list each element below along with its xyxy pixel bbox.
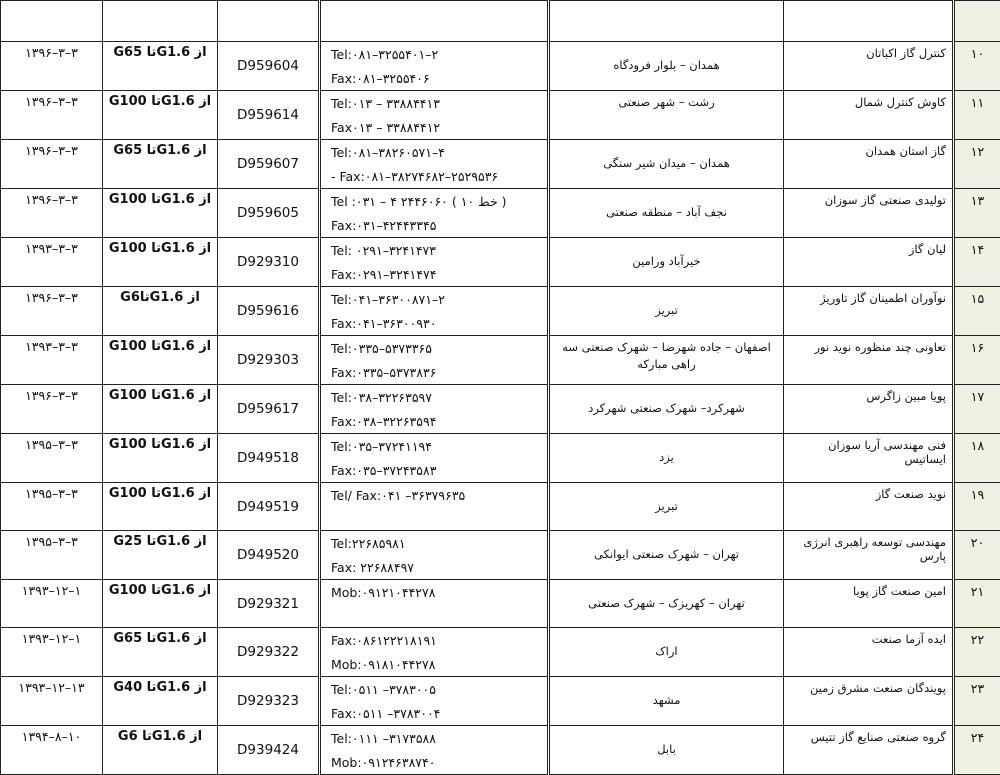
company-address: همدان – میدان شیر سنگی bbox=[550, 140, 783, 172]
phone-line-1: Tel:۰۱۳ – ۳۳۸۸۴۴۱۳ bbox=[321, 91, 547, 115]
phone-line-1: Tel:۰۸۱–۳۲۵۵۴۰۱–۲ bbox=[321, 42, 547, 66]
code-cell bbox=[218, 189, 320, 238]
company-address: نجف آباد – منطقه صنعتی bbox=[550, 189, 783, 221]
table-row bbox=[1, 189, 1000, 238]
code-cell bbox=[218, 434, 320, 483]
certificate-code: D929322 bbox=[218, 628, 318, 660]
company-address: خیرآباد ورامین bbox=[550, 238, 783, 270]
company-cell bbox=[784, 336, 954, 385]
company-address: اصفهان – جاده شهرضا – شهرک صنعتی سه راهی مبارکه bbox=[550, 336, 783, 373]
date-cell bbox=[1, 628, 103, 677]
address-cell bbox=[549, 531, 784, 580]
number-cell bbox=[954, 140, 1000, 189]
range-cell bbox=[103, 628, 218, 677]
approval-date: ۱۳۹۳–۳–۳ bbox=[1, 336, 102, 354]
phone-line-2: Mob:۰۹۱۸۱۰۴۴۲۷۸ bbox=[321, 652, 547, 676]
certificate-code: D959617 bbox=[218, 385, 318, 417]
address-cell bbox=[549, 238, 784, 287]
certificate-code: D949520 bbox=[218, 531, 318, 563]
company-cell bbox=[784, 287, 954, 336]
range-cell bbox=[103, 483, 218, 531]
date-cell bbox=[1, 580, 103, 628]
phone-line-1: Tel/ Fax:۰۴۱ –۳۶۳۷۹۶۳۵ bbox=[321, 483, 547, 507]
date-cell bbox=[1, 726, 103, 775]
company-cell bbox=[784, 140, 954, 189]
number-cell bbox=[954, 531, 1000, 580]
table-row bbox=[1, 42, 1000, 91]
contact-cell bbox=[320, 580, 549, 628]
number-cell bbox=[954, 677, 1000, 726]
phone-line-2: - Fax:۰۸۱–۳۸۲۷۴۶۸۲–۲۵۲۹۵۳۶ bbox=[321, 164, 547, 188]
range-cell bbox=[103, 336, 218, 385]
company-name: فنی مهندسی آریا سوزان ایساتیس bbox=[784, 434, 952, 466]
row-number: ۲۳ bbox=[955, 677, 1000, 696]
contact-cell bbox=[320, 677, 549, 726]
row-number: ۱۳ bbox=[955, 189, 1000, 208]
contact-cell bbox=[320, 434, 549, 483]
row-number: ۱۲ bbox=[955, 140, 1000, 159]
date-cell bbox=[1, 677, 103, 726]
table-row bbox=[1, 287, 1000, 336]
phone-line-1: Tel:۰۸۱–۳۸۲۶۰۵۷۱–۴ bbox=[321, 140, 547, 164]
meter-range: از G1.6تا G100 bbox=[103, 580, 217, 598]
date-cell bbox=[1, 434, 103, 483]
meter-range: از G1.6تاG6 bbox=[103, 287, 217, 305]
row-number: ۱۱ bbox=[955, 91, 1000, 110]
date-cell bbox=[1, 140, 103, 189]
contact-cell bbox=[320, 287, 549, 336]
meter-range: از G1.6تا G100 bbox=[103, 91, 217, 109]
certificate-code: D929303 bbox=[218, 336, 318, 368]
phone-line-2 bbox=[321, 604, 547, 606]
address-cell bbox=[549, 385, 784, 434]
phone-line-2: Fax:۰۵۱۱ –۳۷۸۳۰۰۴ bbox=[321, 701, 547, 725]
row-number: ۲۲ bbox=[955, 628, 1000, 647]
address-cell bbox=[549, 726, 784, 775]
phone-line-1: Tel:۰۱۱۱ –۳۱۷۳۵۸۸ bbox=[321, 726, 547, 750]
table-row bbox=[1, 336, 1000, 385]
company-address: تهران – کهریزک – شهرک صنعتی bbox=[550, 580, 783, 612]
contact-cell bbox=[320, 726, 549, 775]
table-row bbox=[1, 677, 1000, 726]
phone-line-1: Tel:۰۳۵–۳۷۲۴۱۱۹۴ bbox=[321, 434, 547, 458]
code-cell bbox=[218, 726, 320, 775]
phone-line-2: Fax۰۱۳ – ۳۳۸۸۴۴۱۲ bbox=[321, 115, 547, 139]
range-cell bbox=[103, 238, 218, 287]
meter-range: از G1.6تا G65 bbox=[103, 628, 217, 646]
range-cell bbox=[103, 189, 218, 238]
range-cell bbox=[103, 580, 218, 628]
meter-range: از G1.6تا G40 bbox=[103, 677, 217, 695]
phone-line-2: Fax:۰۴۱–۳۶۳۰۰۹۳۰ bbox=[321, 311, 547, 335]
number-cell bbox=[954, 628, 1000, 677]
approval-date: ۱۳۹۶–۳–۳ bbox=[1, 91, 102, 109]
range-cell bbox=[103, 726, 218, 775]
company-address: تبریز bbox=[550, 483, 783, 515]
code-cell bbox=[218, 385, 320, 434]
company-address: شهرکرد– شهرک صنعتی شهرکرد bbox=[550, 385, 783, 417]
company-cell bbox=[784, 91, 954, 140]
code-cell bbox=[218, 287, 320, 336]
company-name: امین صنعت گاز پویا bbox=[784, 580, 952, 598]
certificate-code: D959605 bbox=[218, 189, 318, 221]
phone-line-2: Fax:۰۸۱–۳۲۵۵۴۰۶ bbox=[321, 66, 547, 90]
company-cell bbox=[784, 189, 954, 238]
phone-line-2: Fax: ۲۲۶۸۸۴۹۷ bbox=[321, 555, 547, 579]
approval-date: ۱۳۹۶–۳–۳ bbox=[1, 42, 102, 60]
code-cell bbox=[218, 483, 320, 531]
date-cell bbox=[1, 531, 103, 580]
code-cell bbox=[218, 580, 320, 628]
date-cell bbox=[1, 287, 103, 336]
certificate-code: D959616 bbox=[218, 287, 318, 319]
certificate-code: D959614 bbox=[218, 91, 318, 123]
company-address: تبریز bbox=[550, 287, 783, 319]
company-name: پویندگان صنعت مشرق زمین bbox=[784, 677, 952, 695]
row-number: ۲۰ bbox=[955, 531, 1000, 550]
phone-line-1: Tel:۰۴۱–۳۶۳۰۰۸۷۱–۲ bbox=[321, 287, 547, 311]
address-cell bbox=[549, 42, 784, 91]
number-cell bbox=[954, 726, 1000, 775]
address-cell bbox=[549, 628, 784, 677]
row-number: ۲۴ bbox=[955, 726, 1000, 745]
meter-range: از G1.6تا G65 bbox=[103, 140, 217, 158]
company-name: تولیدی صنعتی گاز سوزان bbox=[784, 189, 952, 207]
row-number: ۱۰ bbox=[955, 42, 1000, 61]
meter-range: از G1.6تا G65 bbox=[103, 42, 217, 60]
code-cell bbox=[218, 140, 320, 189]
phone-line-1: Tel :۰۳۱ – ۴ ۲۴۴۶۰۶۰ ( ۱۰ خط ) bbox=[321, 189, 547, 213]
company-address: همدان – بلوار فرودگاه bbox=[550, 42, 783, 74]
date-cell bbox=[1, 189, 103, 238]
company-name: ایده آزما صنعت bbox=[784, 628, 952, 646]
header-cell-address bbox=[549, 1, 784, 42]
address-cell bbox=[549, 189, 784, 238]
header-cell-range bbox=[103, 1, 218, 42]
company-name: لیان گاز bbox=[784, 238, 952, 256]
row-number: ۱۹ bbox=[955, 483, 1000, 502]
range-cell bbox=[103, 434, 218, 483]
company-cell bbox=[784, 42, 954, 91]
range-cell bbox=[103, 531, 218, 580]
approval-date: ۱۳۹۳–۱۲–۱ bbox=[1, 628, 102, 646]
row-number: ۱۷ bbox=[955, 385, 1000, 404]
company-cell bbox=[784, 385, 954, 434]
company-name: گروه صنعتی صنایع گاز تتیس bbox=[784, 726, 952, 744]
address-cell bbox=[549, 287, 784, 336]
certificate-code: D949518 bbox=[218, 434, 318, 466]
company-name: نوید صنعت گاز bbox=[784, 483, 952, 501]
range-cell bbox=[103, 42, 218, 91]
code-cell bbox=[218, 628, 320, 677]
approval-date: ۱۳۹۶–۳–۳ bbox=[1, 385, 102, 403]
contact-cell bbox=[320, 91, 549, 140]
contact-cell bbox=[320, 189, 549, 238]
number-cell bbox=[954, 336, 1000, 385]
approval-date: ۱۳۹۳–۳–۳ bbox=[1, 238, 102, 256]
address-cell bbox=[549, 91, 784, 140]
company-cell bbox=[784, 726, 954, 775]
contact-cell bbox=[320, 483, 549, 531]
range-cell bbox=[103, 287, 218, 336]
certificate-code: D949519 bbox=[218, 483, 318, 515]
number-cell bbox=[954, 385, 1000, 434]
number-cell bbox=[954, 580, 1000, 628]
meter-range: از G1.6تا G100 bbox=[103, 189, 217, 207]
header-cell-date bbox=[1, 1, 103, 42]
meter-range: از G1.6تا G100 bbox=[103, 336, 217, 354]
company-cell bbox=[784, 483, 954, 531]
meter-range: از G1.6تا G25 bbox=[103, 531, 217, 549]
company-name: پویا مبین زاگرس bbox=[784, 385, 952, 403]
phone-line-2 bbox=[321, 507, 547, 509]
code-cell bbox=[218, 238, 320, 287]
contact-cell bbox=[320, 628, 549, 677]
certificate-code: D929323 bbox=[218, 677, 318, 709]
approval-date: ۱۳۹۶–۳–۳ bbox=[1, 287, 102, 305]
company-address: یزد bbox=[550, 434, 783, 466]
meter-range: از G1.6تا G100 bbox=[103, 434, 217, 452]
header-cell-contact bbox=[320, 1, 549, 42]
code-cell bbox=[218, 91, 320, 140]
company-address: مشهد bbox=[550, 677, 783, 709]
row-number: ۲۱ bbox=[955, 580, 1000, 599]
approval-date: ۱۳۹۳–۱۲–۱ bbox=[1, 580, 102, 598]
date-cell bbox=[1, 91, 103, 140]
header-row bbox=[1, 1, 1000, 42]
date-cell bbox=[1, 385, 103, 434]
number-cell bbox=[954, 238, 1000, 287]
date-cell bbox=[1, 238, 103, 287]
certificate-code: D959604 bbox=[218, 42, 318, 74]
number-cell bbox=[954, 42, 1000, 91]
header-cell-code bbox=[218, 1, 320, 42]
range-cell bbox=[103, 385, 218, 434]
number-cell bbox=[954, 91, 1000, 140]
phone-line-1: Tel:۰۵۱۱ –۳۷۸۳۰۰۵ bbox=[321, 677, 547, 701]
company-name: کنترل گاز اکباتان bbox=[784, 42, 952, 60]
number-cell bbox=[954, 434, 1000, 483]
company-address: رشت – شهر صنعتی bbox=[550, 91, 783, 111]
meter-range: از G1.6تا G100 bbox=[103, 483, 217, 501]
company-cell bbox=[784, 531, 954, 580]
number-cell bbox=[954, 287, 1000, 336]
phone-line-1: Tel:۰۳۸–۳۲۲۶۳۵۹۷ bbox=[321, 385, 547, 409]
contact-cell bbox=[320, 531, 549, 580]
contact-cell bbox=[320, 336, 549, 385]
approval-date: ۱۳۹۴–۸–۱۰ bbox=[1, 726, 102, 744]
phone-line-2: Fax:۰۳۱–۴۲۴۴۳۳۴۵ bbox=[321, 213, 547, 237]
contact-cell bbox=[320, 140, 549, 189]
range-cell bbox=[103, 140, 218, 189]
phone-line-2: Fax:۰۲۹۱–۳۲۴۱۴۷۴ bbox=[321, 262, 547, 286]
approval-date: ۱۳۹۶–۳–۳ bbox=[1, 140, 102, 158]
address-cell bbox=[549, 140, 784, 189]
address-cell bbox=[549, 434, 784, 483]
company-cell bbox=[784, 238, 954, 287]
number-cell bbox=[954, 189, 1000, 238]
row-number: ۱۴ bbox=[955, 238, 1000, 257]
company-cell bbox=[784, 677, 954, 726]
approval-date: ۱۳۹۳–۱۲–۱۳ bbox=[1, 677, 102, 695]
table-row bbox=[1, 483, 1000, 531]
code-cell bbox=[218, 42, 320, 91]
phone-line-1: Tel:۰۳۳۵–۵۳۷۳۳۶۵ bbox=[321, 336, 547, 360]
table-row bbox=[1, 628, 1000, 677]
phone-line-1: Mob:۰۹۱۲۱۰۴۴۲۷۸ bbox=[321, 580, 547, 604]
meter-range: از G1.6تا G100 bbox=[103, 238, 217, 256]
phone-line-2: Fax:۰۳۳۵–۵۳۷۳۸۳۶ bbox=[321, 360, 547, 384]
address-cell bbox=[549, 336, 784, 385]
company-address: اراک bbox=[550, 628, 783, 660]
certificate-code: D959607 bbox=[218, 140, 318, 172]
meter-range: از G1.6تا G6 bbox=[103, 726, 217, 744]
table-row bbox=[1, 238, 1000, 287]
phone-line-2: Mob:۰۹۱۲۴۶۳۸۷۴۰ bbox=[321, 750, 547, 774]
range-cell bbox=[103, 677, 218, 726]
company-name: تعاونی چند منظوره نوید نور bbox=[784, 336, 952, 354]
address-cell bbox=[549, 677, 784, 726]
phone-line-1: Fax:۰۸۶۱۲۲۲۱۸۱۹۱ bbox=[321, 628, 547, 652]
contact-cell bbox=[320, 42, 549, 91]
company-name: مهندسی توسعه راهبری انرژی پارس bbox=[784, 531, 952, 563]
number-cell bbox=[954, 483, 1000, 531]
table-row bbox=[1, 434, 1000, 483]
date-cell bbox=[1, 336, 103, 385]
row-number: ۱۶ bbox=[955, 336, 1000, 355]
approval-date: ۱۳۹۵–۳–۳ bbox=[1, 483, 102, 501]
header-cell-company bbox=[784, 1, 954, 42]
phone-line-1: Tel: ۰۲۹۱–۳۲۴۱۴۷۳ bbox=[321, 238, 547, 262]
certificate-code: D939424 bbox=[218, 726, 318, 758]
range-cell bbox=[103, 91, 218, 140]
approval-date: ۱۳۹۶–۳–۳ bbox=[1, 189, 102, 207]
table-row bbox=[1, 91, 1000, 140]
code-cell bbox=[218, 531, 320, 580]
approval-date: ۱۳۹۵–۳–۳ bbox=[1, 434, 102, 452]
header-cell-number bbox=[954, 1, 1000, 42]
phone-line-1: Tel:۲۲۶۸۵۹۸۱ bbox=[321, 531, 547, 555]
approval-date: ۱۳۹۵–۳–۳ bbox=[1, 531, 102, 549]
company-address: بابل bbox=[550, 726, 783, 758]
company-cell bbox=[784, 580, 954, 628]
table-row bbox=[1, 726, 1000, 775]
certificate-code: D929310 bbox=[218, 238, 318, 270]
company-cell bbox=[784, 628, 954, 677]
company-address: تهران – شهرک صنعتی ایوانکی bbox=[550, 531, 783, 563]
certificate-code: D929321 bbox=[218, 580, 318, 612]
contact-cell bbox=[320, 385, 549, 434]
phone-line-2: Fax:۰۳۵–۳۷۲۴۳۵۸۳ bbox=[321, 458, 547, 482]
table-row bbox=[1, 140, 1000, 189]
contact-cell bbox=[320, 238, 549, 287]
company-cell bbox=[784, 434, 954, 483]
table-row bbox=[1, 385, 1000, 434]
date-cell bbox=[1, 483, 103, 531]
company-name: گاز استان همدان bbox=[784, 140, 952, 158]
code-cell bbox=[218, 677, 320, 726]
code-cell bbox=[218, 336, 320, 385]
address-cell bbox=[549, 483, 784, 531]
table-row bbox=[1, 580, 1000, 628]
company-name: نوآوران اطمینان گاز تاوریژ bbox=[784, 287, 952, 305]
phone-line-2: Fax:۰۳۸–۳۲۲۶۳۵۹۴ bbox=[321, 409, 547, 433]
table-row bbox=[1, 531, 1000, 580]
address-cell bbox=[549, 580, 784, 628]
row-number: ۱۸ bbox=[955, 434, 1000, 453]
meter-range: از G1.6تا G100 bbox=[103, 385, 217, 403]
row-number: ۱۵ bbox=[955, 287, 1000, 306]
company-name: کاوش کنترل شمال bbox=[784, 91, 952, 109]
date-cell bbox=[1, 42, 103, 91]
